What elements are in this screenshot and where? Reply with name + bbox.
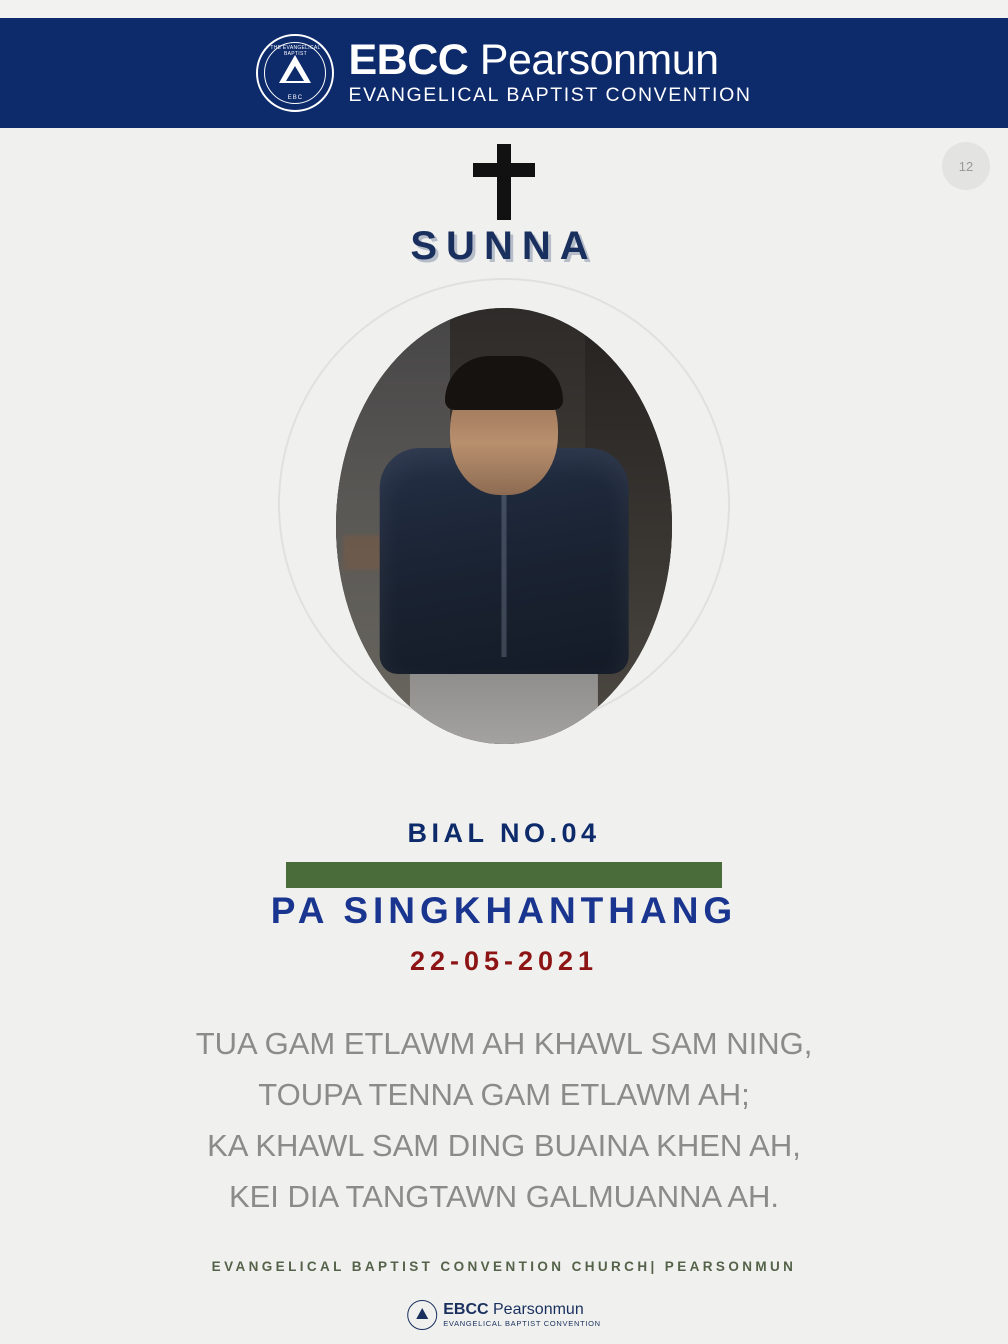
- footer-church-line: EVANGELICAL BAPTIST CONVENTION CHURCH| PEARSONMUN: [211, 1259, 797, 1274]
- footer-text-block: [443, 1302, 601, 1328]
- seal-triangle-inner-icon: [286, 66, 304, 81]
- verse-line: KA KHAWL SAM DING BUAINA KHEN AH,: [207, 1128, 801, 1164]
- christian-cross-icon: [473, 144, 535, 220]
- deceased-name: PA SINGKHANTHANG: [270, 890, 738, 931]
- verse-line: TUA GAM ETLAWM AH KHAWL SAM NING,: [195, 1026, 813, 1061]
- seal-bottom-text: EBC: [287, 95, 304, 101]
- cross-horizontal-bar: [473, 163, 535, 177]
- header-brand-light: Pearsonmun: [468, 35, 719, 84]
- memorial-heading: SUNNA: [410, 224, 598, 268]
- cross-vertical-bar: [497, 144, 511, 220]
- portrait-photo: [336, 308, 672, 744]
- memorial-verse: [0, 1018, 1008, 1223]
- footer-brand-subtitle: EVANGELICAL BAPTIST CONVENTION: [443, 1319, 601, 1328]
- footer-brand: [407, 1300, 601, 1330]
- header-brand-subtitle: EVANGELICAL BAPTIST CONVENTION: [348, 84, 752, 107]
- footer-brand-bold: EBCC: [443, 1301, 489, 1318]
- page-number-badge: 12: [942, 142, 990, 190]
- ebcc-seal-icon: [256, 34, 334, 112]
- header-text-block: [348, 35, 752, 108]
- top-margin-strip: [0, 0, 1008, 18]
- header-brand: [256, 34, 751, 112]
- footer-brand-title: [443, 1302, 601, 1318]
- seal-top-text: THE EVANGELICAL BAPTIST: [270, 45, 321, 57]
- ebcc-seal-icon: [407, 1300, 437, 1330]
- seal-triangle-icon: [416, 1308, 428, 1319]
- header-brand-bold: EBCC: [348, 35, 469, 84]
- photo-subject-trousers: [410, 666, 598, 744]
- bial-number-label: BIAL NO.04: [407, 818, 601, 848]
- page-body: [0, 128, 1008, 1344]
- photo-subject-hair: [445, 356, 563, 410]
- page-header: [0, 18, 1008, 128]
- footer-brand-light: Pearsonmun: [488, 1301, 584, 1318]
- green-divider-bar: [286, 862, 722, 888]
- verse-line: KEI DIA TANGTAWN GALMUANNA AH.: [228, 1179, 780, 1215]
- deceased-date: 22-05-2021: [409, 946, 599, 976]
- verse-line: TOUPA TENNA GAM ETLAWM AH;: [258, 1077, 750, 1113]
- header-brand-title: [348, 35, 751, 84]
